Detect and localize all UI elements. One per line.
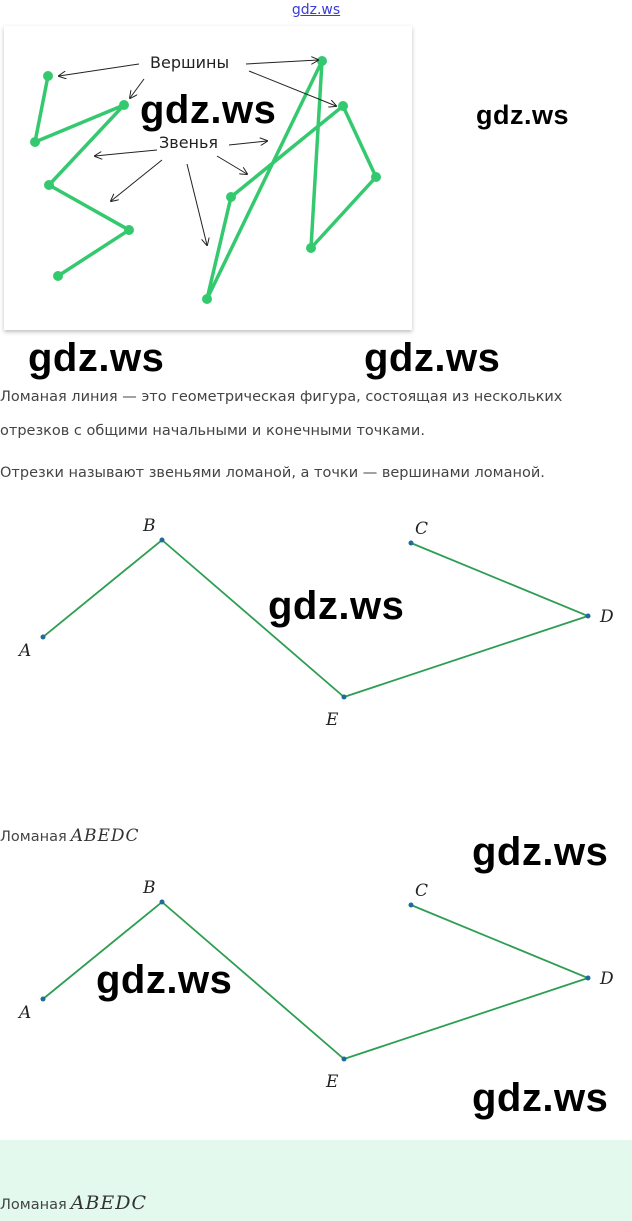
watermark: gdz.ws bbox=[268, 584, 405, 628]
caption-2-prefix: Ломаная bbox=[0, 1197, 67, 1213]
watermark: gdz.ws bbox=[472, 830, 609, 874]
point-label-b: B bbox=[143, 516, 156, 536]
caption-2-math: ABEDC bbox=[70, 1192, 148, 1214]
left-polyline bbox=[35, 76, 129, 276]
point-label-e: E bbox=[326, 710, 339, 730]
point-label-a: A bbox=[19, 641, 32, 661]
polyline-abedc-diagram-2 bbox=[0, 862, 632, 1102]
watermark: gdz.ws bbox=[472, 1076, 609, 1120]
definition-line-1: Ломаная линия — это геометрическая фигура, состоящая из нескольких bbox=[0, 389, 563, 405]
left-vertices bbox=[30, 71, 134, 281]
vertices-label: Вершины bbox=[150, 53, 230, 72]
point-label-a: A bbox=[19, 1003, 32, 1023]
definition-line-2: отрезков с общими начальными и конечными точками. bbox=[0, 423, 425, 439]
polyline-illustration bbox=[4, 26, 412, 330]
links-label: Звенья bbox=[159, 133, 219, 152]
caption-1-prefix: Ломаная bbox=[0, 829, 67, 845]
source-link[interactable]: gdz.ws bbox=[291, 2, 341, 18]
watermark: gdz.ws bbox=[476, 100, 570, 130]
point-label-c: C bbox=[415, 881, 429, 901]
point-label-b: B bbox=[143, 878, 156, 898]
watermark: gdz.ws bbox=[364, 336, 501, 380]
caption-1-math: ABEDC bbox=[70, 826, 140, 846]
point-label-d: D bbox=[600, 969, 614, 989]
caption-2 bbox=[0, 1192, 147, 1214]
point-label-d: D bbox=[600, 607, 614, 627]
point-label-e: E bbox=[326, 1072, 339, 1092]
watermark: gdz.ws bbox=[28, 336, 165, 380]
caption-1 bbox=[0, 826, 140, 846]
definition-line-3: Отрезки называют звеньями ломаной, а точки — вершинами ломаной. bbox=[0, 465, 545, 481]
answer-box bbox=[0, 1140, 632, 1221]
watermark: gdz.ws bbox=[140, 88, 277, 132]
point-label-c: C bbox=[415, 519, 429, 539]
watermark: gdz.ws bbox=[96, 958, 233, 1002]
